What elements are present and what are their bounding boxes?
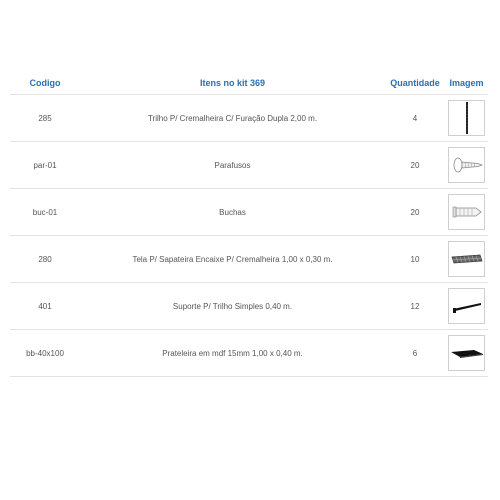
row-code: bb-40x100 (26, 348, 64, 358)
row-image (445, 241, 488, 277)
row-description: Parafusos (214, 160, 251, 170)
row-image (445, 100, 488, 136)
row-image (445, 194, 488, 230)
mdf-shelf-icon (448, 335, 485, 371)
row-description: Suporte P/ Trilho Simples 0,40 m. (172, 301, 293, 311)
row-description: Prateleira em mdf 15mm 1,00 x 0,40 m. (162, 348, 303, 358)
row-quantity: 4 (412, 113, 418, 123)
row-code: par-01 (33, 160, 57, 170)
table-row (10, 95, 488, 142)
row-code: 280 (38, 254, 52, 264)
row-quantity: 6 (412, 348, 418, 358)
table-header (10, 72, 488, 95)
row-code: 285 (38, 113, 52, 123)
header-quantity: Quantidade (390, 78, 440, 88)
row-description: Tela P/ Sapateira Encaixe P/ Cremalheira 1,00 x 0,30 m. (132, 254, 333, 264)
row-quantity: 20 (410, 160, 420, 170)
table-row (10, 189, 488, 236)
row-quantity: 10 (410, 254, 420, 264)
table-row (10, 142, 488, 189)
row-image (445, 147, 488, 183)
row-quantity: 12 (410, 301, 420, 311)
wall-plug-icon (448, 194, 485, 230)
header-image: Imagem (449, 78, 484, 88)
kit-items-table (10, 72, 488, 377)
table-row (10, 236, 488, 283)
row-quantity: 20 (410, 207, 420, 217)
row-code: buc-01 (32, 207, 58, 217)
row-description: Trilho P/ Cremalheira C/ Furação Dupla 2,00 m. (147, 113, 318, 123)
row-code: 401 (38, 301, 52, 311)
screw-icon (448, 147, 485, 183)
row-image (445, 288, 488, 324)
row-image (445, 335, 488, 371)
rail-icon (448, 100, 485, 136)
shoe-rack-mesh-icon (448, 241, 485, 277)
header-code: Codigo (29, 78, 61, 88)
table-row (10, 330, 488, 377)
table-row (10, 283, 488, 330)
bracket-icon (448, 288, 485, 324)
row-description: Buchas (219, 207, 246, 217)
header-items: Itens no kit 369 (199, 78, 266, 88)
